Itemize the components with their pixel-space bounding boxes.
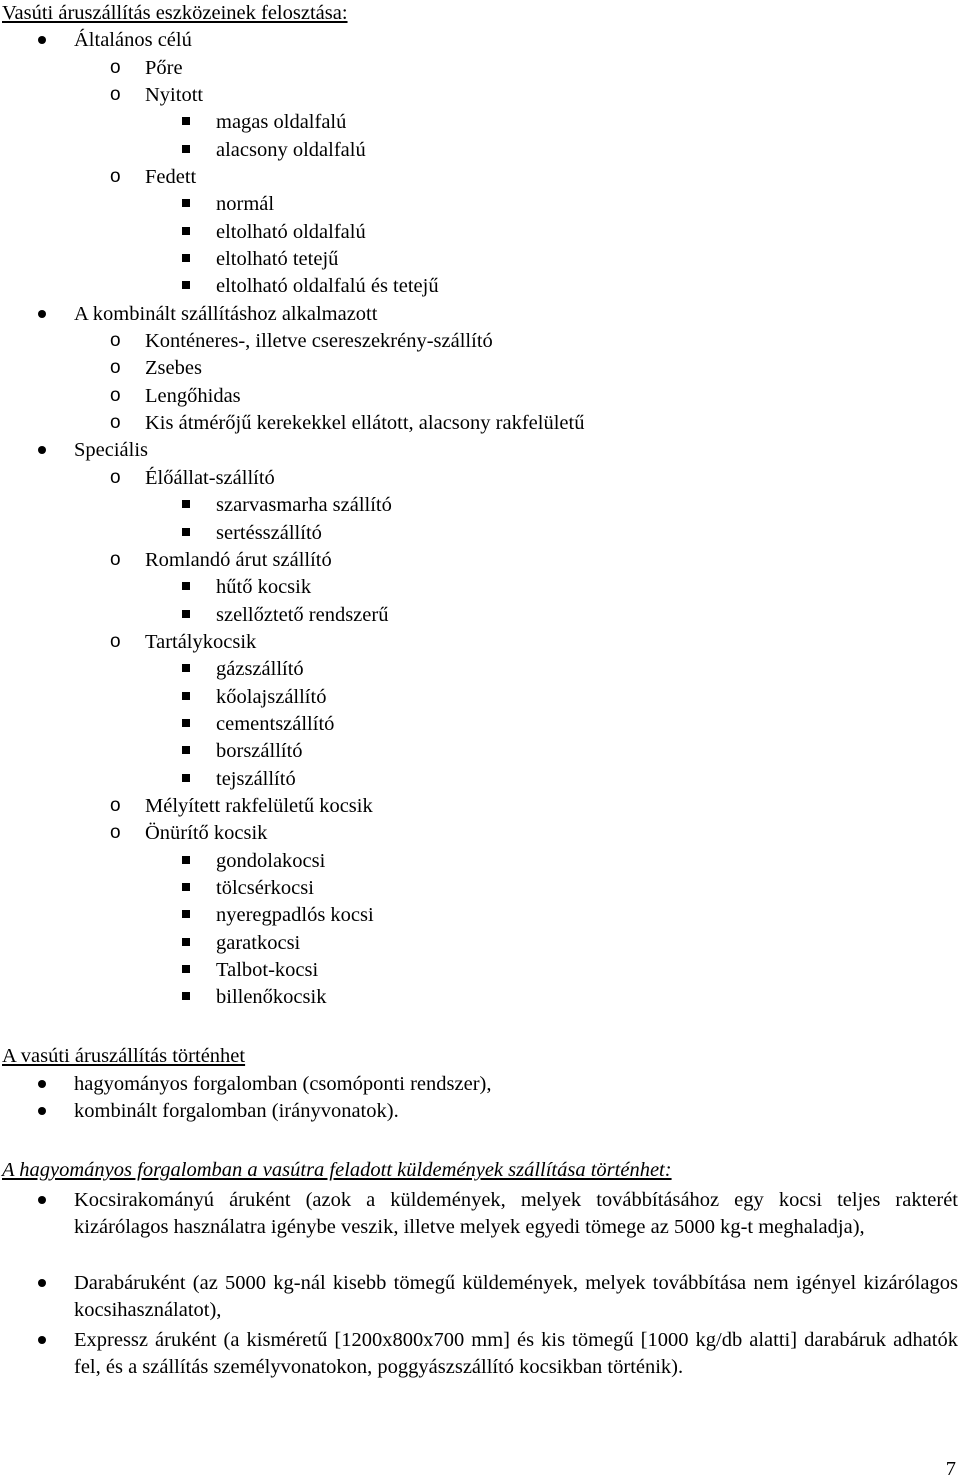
outline-item-level-3	[0, 273, 960, 300]
outline-item-level-1	[0, 27, 960, 54]
bullet-circle-icon: o	[110, 412, 121, 433]
outline-item-label: cementszállító	[216, 713, 335, 735]
bullet-square-icon	[182, 145, 190, 153]
outline-item-label: tejszállító	[216, 768, 296, 790]
outline-item-level-2	[0, 410, 960, 437]
bullet-square-icon	[182, 664, 190, 672]
bullet-circle-icon: o	[110, 795, 121, 816]
bullet-square-icon	[182, 856, 190, 864]
outline-item-level-3	[0, 848, 960, 875]
outline-item-label: Nyitott	[145, 84, 204, 106]
list-item: kombinált forgalomban (irányvonatok).	[0, 1098, 960, 1125]
bullet-square-icon	[182, 692, 190, 700]
outline-item-label: eltolható oldalfalú és tetejű	[216, 275, 439, 297]
outline-item-label: kőolajszállító	[216, 686, 327, 708]
outline-item-label: garatkocsi	[216, 932, 301, 954]
outline-item-level-3	[0, 492, 960, 519]
outline-item-label: Mélyített rakfelületű kocsik	[145, 795, 373, 817]
outline-item-label: normál	[216, 193, 275, 215]
bullet-circle-icon: o	[110, 357, 121, 378]
outline-item-level-3	[0, 711, 960, 738]
outline-item-label: nyeregpadlós kocsi	[216, 904, 374, 926]
outline-item-label: Speciális	[74, 439, 149, 461]
outline-item-level-3	[0, 109, 960, 136]
bullet-dot-icon	[38, 36, 46, 44]
bullet-dot-icon	[38, 1336, 46, 1344]
outline-item-label: hűtő kocsik	[216, 576, 312, 598]
outline-item-label: Pőre	[145, 57, 183, 79]
outline-item-level-2	[0, 629, 960, 656]
bullet-dot-icon	[38, 1196, 46, 1204]
outline-item-label: sertésszállító	[216, 522, 322, 544]
outline-item-label: Zsebes	[145, 357, 202, 379]
bullet-square-icon	[182, 774, 190, 782]
bullet-square-icon	[182, 227, 190, 235]
bullet-square-icon	[182, 582, 190, 590]
outline-item-label: Tartálykocsik	[145, 631, 257, 653]
bullet-dot-icon	[38, 446, 46, 454]
bullet-square-icon	[182, 910, 190, 918]
outline-item-level-3	[0, 684, 960, 711]
bullet-square-icon	[182, 883, 190, 891]
outline-item-level-3	[0, 930, 960, 957]
bullet-square-icon	[182, 199, 190, 207]
outline-item-level-2	[0, 328, 960, 355]
bullet-square-icon	[182, 719, 190, 727]
outline-item-level-2	[0, 55, 960, 82]
bullet-circle-icon: o	[110, 467, 121, 488]
bullet-circle-icon: o	[110, 84, 121, 105]
outline-item-level-2	[0, 383, 960, 410]
section-heading-transport-modes: A vasúti áruszállítás történhet	[2, 1045, 246, 1067]
outline-item-label: eltolható tetejű	[216, 248, 339, 270]
bullet-square-icon	[182, 281, 190, 289]
bullet-square-icon	[182, 254, 190, 262]
outline-item-level-3	[0, 574, 960, 601]
outline-item-label: tölcsérkocsi	[216, 877, 314, 899]
outline-item-level-3	[0, 656, 960, 683]
section-heading-classification: Vasúti áruszállítás eszközeinek felosztása:	[2, 2, 348, 24]
list-item: Darabáruként (az 5000 kg-nál kisebb tömegű küldemények, melyek továbbítása nem igényel kizárólagos kocsihasználatot),	[0, 1270, 960, 1325]
outline-item-level-3	[0, 902, 960, 929]
outline-item-label: A kombinált szállításhoz alkalmazott	[74, 303, 378, 325]
outline-item-level-2	[0, 793, 960, 820]
outline-item-level-3	[0, 137, 960, 164]
outline-item-label: Önürítő kocsik	[145, 822, 268, 844]
bullet-circle-icon: o	[110, 822, 121, 843]
bullet-circle-icon: o	[110, 330, 121, 351]
outline-item-label: gondolakocsi	[216, 850, 326, 872]
outline-item-label: Lengőhidas	[145, 385, 241, 407]
outline-item-level-3	[0, 191, 960, 218]
outline-item-label: alacsony oldalfalú	[216, 139, 366, 161]
bullet-circle-icon: o	[110, 631, 121, 652]
outline-item-level-3	[0, 766, 960, 793]
list-item: Expressz áruként (a kisméretű [1200x800x700 mm] és kis tömegű [1000 kg/db alatti] darabáruk adhatók fel, és a szállítás személyvonatokon, poggyászszállító kocsikban történik).	[0, 1327, 960, 1409]
outline-item-level-3	[0, 602, 960, 629]
bullet-dot-icon	[38, 1279, 46, 1287]
bullet-square-icon	[182, 965, 190, 973]
outline-item-label: Általános célú	[74, 29, 192, 51]
outline-item-level-2	[0, 465, 960, 492]
bullet-circle-icon: o	[110, 57, 121, 78]
outline-item-label: borszállító	[216, 740, 303, 762]
section-heading-traditional-traffic: A hagyományos forgalomban a vasútra feladott küldemények szállítása történhet:	[2, 1159, 672, 1181]
outline-item-level-3	[0, 520, 960, 547]
bullet-square-icon	[182, 117, 190, 125]
outline-item-level-1	[0, 437, 960, 464]
outline-item-level-2	[0, 820, 960, 847]
bullet-dot-icon	[38, 310, 46, 318]
bullet-circle-icon: o	[110, 385, 121, 406]
outline-item-level-3	[0, 246, 960, 273]
page-number: 7	[945, 1458, 956, 1480]
outline-item-level-2	[0, 547, 960, 574]
outline-item-level-2	[0, 164, 960, 191]
bullet-dot-icon	[38, 1080, 46, 1088]
outline-item-level-3	[0, 738, 960, 765]
outline-item-level-3	[0, 957, 960, 984]
bullet-circle-icon: o	[110, 549, 121, 570]
list-item: hagyományos forgalomban (csomóponti rendszer),	[0, 1071, 960, 1098]
bullet-dot-icon	[38, 1107, 46, 1115]
list-item: Kocsirakományú áruként (azok a küldemények, melyek továbbításához egy kocsi teljes rakterét kizárólagos használatra igénybe veszik, illetve melyek egyedi tömege az 5000 kg-t meghaladja),	[0, 1187, 960, 1269]
outline-item-level-3	[0, 984, 960, 1011]
outline-item-label: Élőállat-szállító	[145, 467, 275, 489]
outline-item-level-3	[0, 875, 960, 902]
outline-item-label: szarvasmarha szállító	[216, 494, 392, 516]
outline-item-level-1	[0, 301, 960, 328]
outline-item-label: szellőztető rendszerű	[216, 604, 389, 626]
outline-item-label: Fedett	[145, 166, 197, 188]
bullet-square-icon	[182, 528, 190, 536]
bullet-square-icon	[182, 500, 190, 508]
outline-item-label: magas oldalfalú	[216, 111, 347, 133]
outline-item-level-2	[0, 355, 960, 382]
outline-item-label: billenőkocsik	[216, 986, 327, 1008]
outline-item-label: Konténeres-, illetve csereszekrény-szállító	[145, 330, 493, 352]
outline-item-level-3	[0, 219, 960, 246]
bullet-circle-icon: o	[110, 166, 121, 187]
outline-item-label: Romlandó árut szállító	[145, 549, 332, 571]
outline-item-label: Talbot-kocsi	[216, 959, 319, 981]
bullet-square-icon	[182, 610, 190, 618]
bullet-square-icon	[182, 746, 190, 754]
outline-item-label: Kis átmérőjű kerekekkel ellátott, alacsony rakfelületű	[145, 412, 585, 434]
outline-item-level-2	[0, 82, 960, 109]
outline-item-label: eltolható oldalfalú	[216, 221, 366, 243]
bullet-square-icon	[182, 992, 190, 1000]
outline-item-label: gázszállító	[216, 658, 304, 680]
bullet-square-icon	[182, 938, 190, 946]
